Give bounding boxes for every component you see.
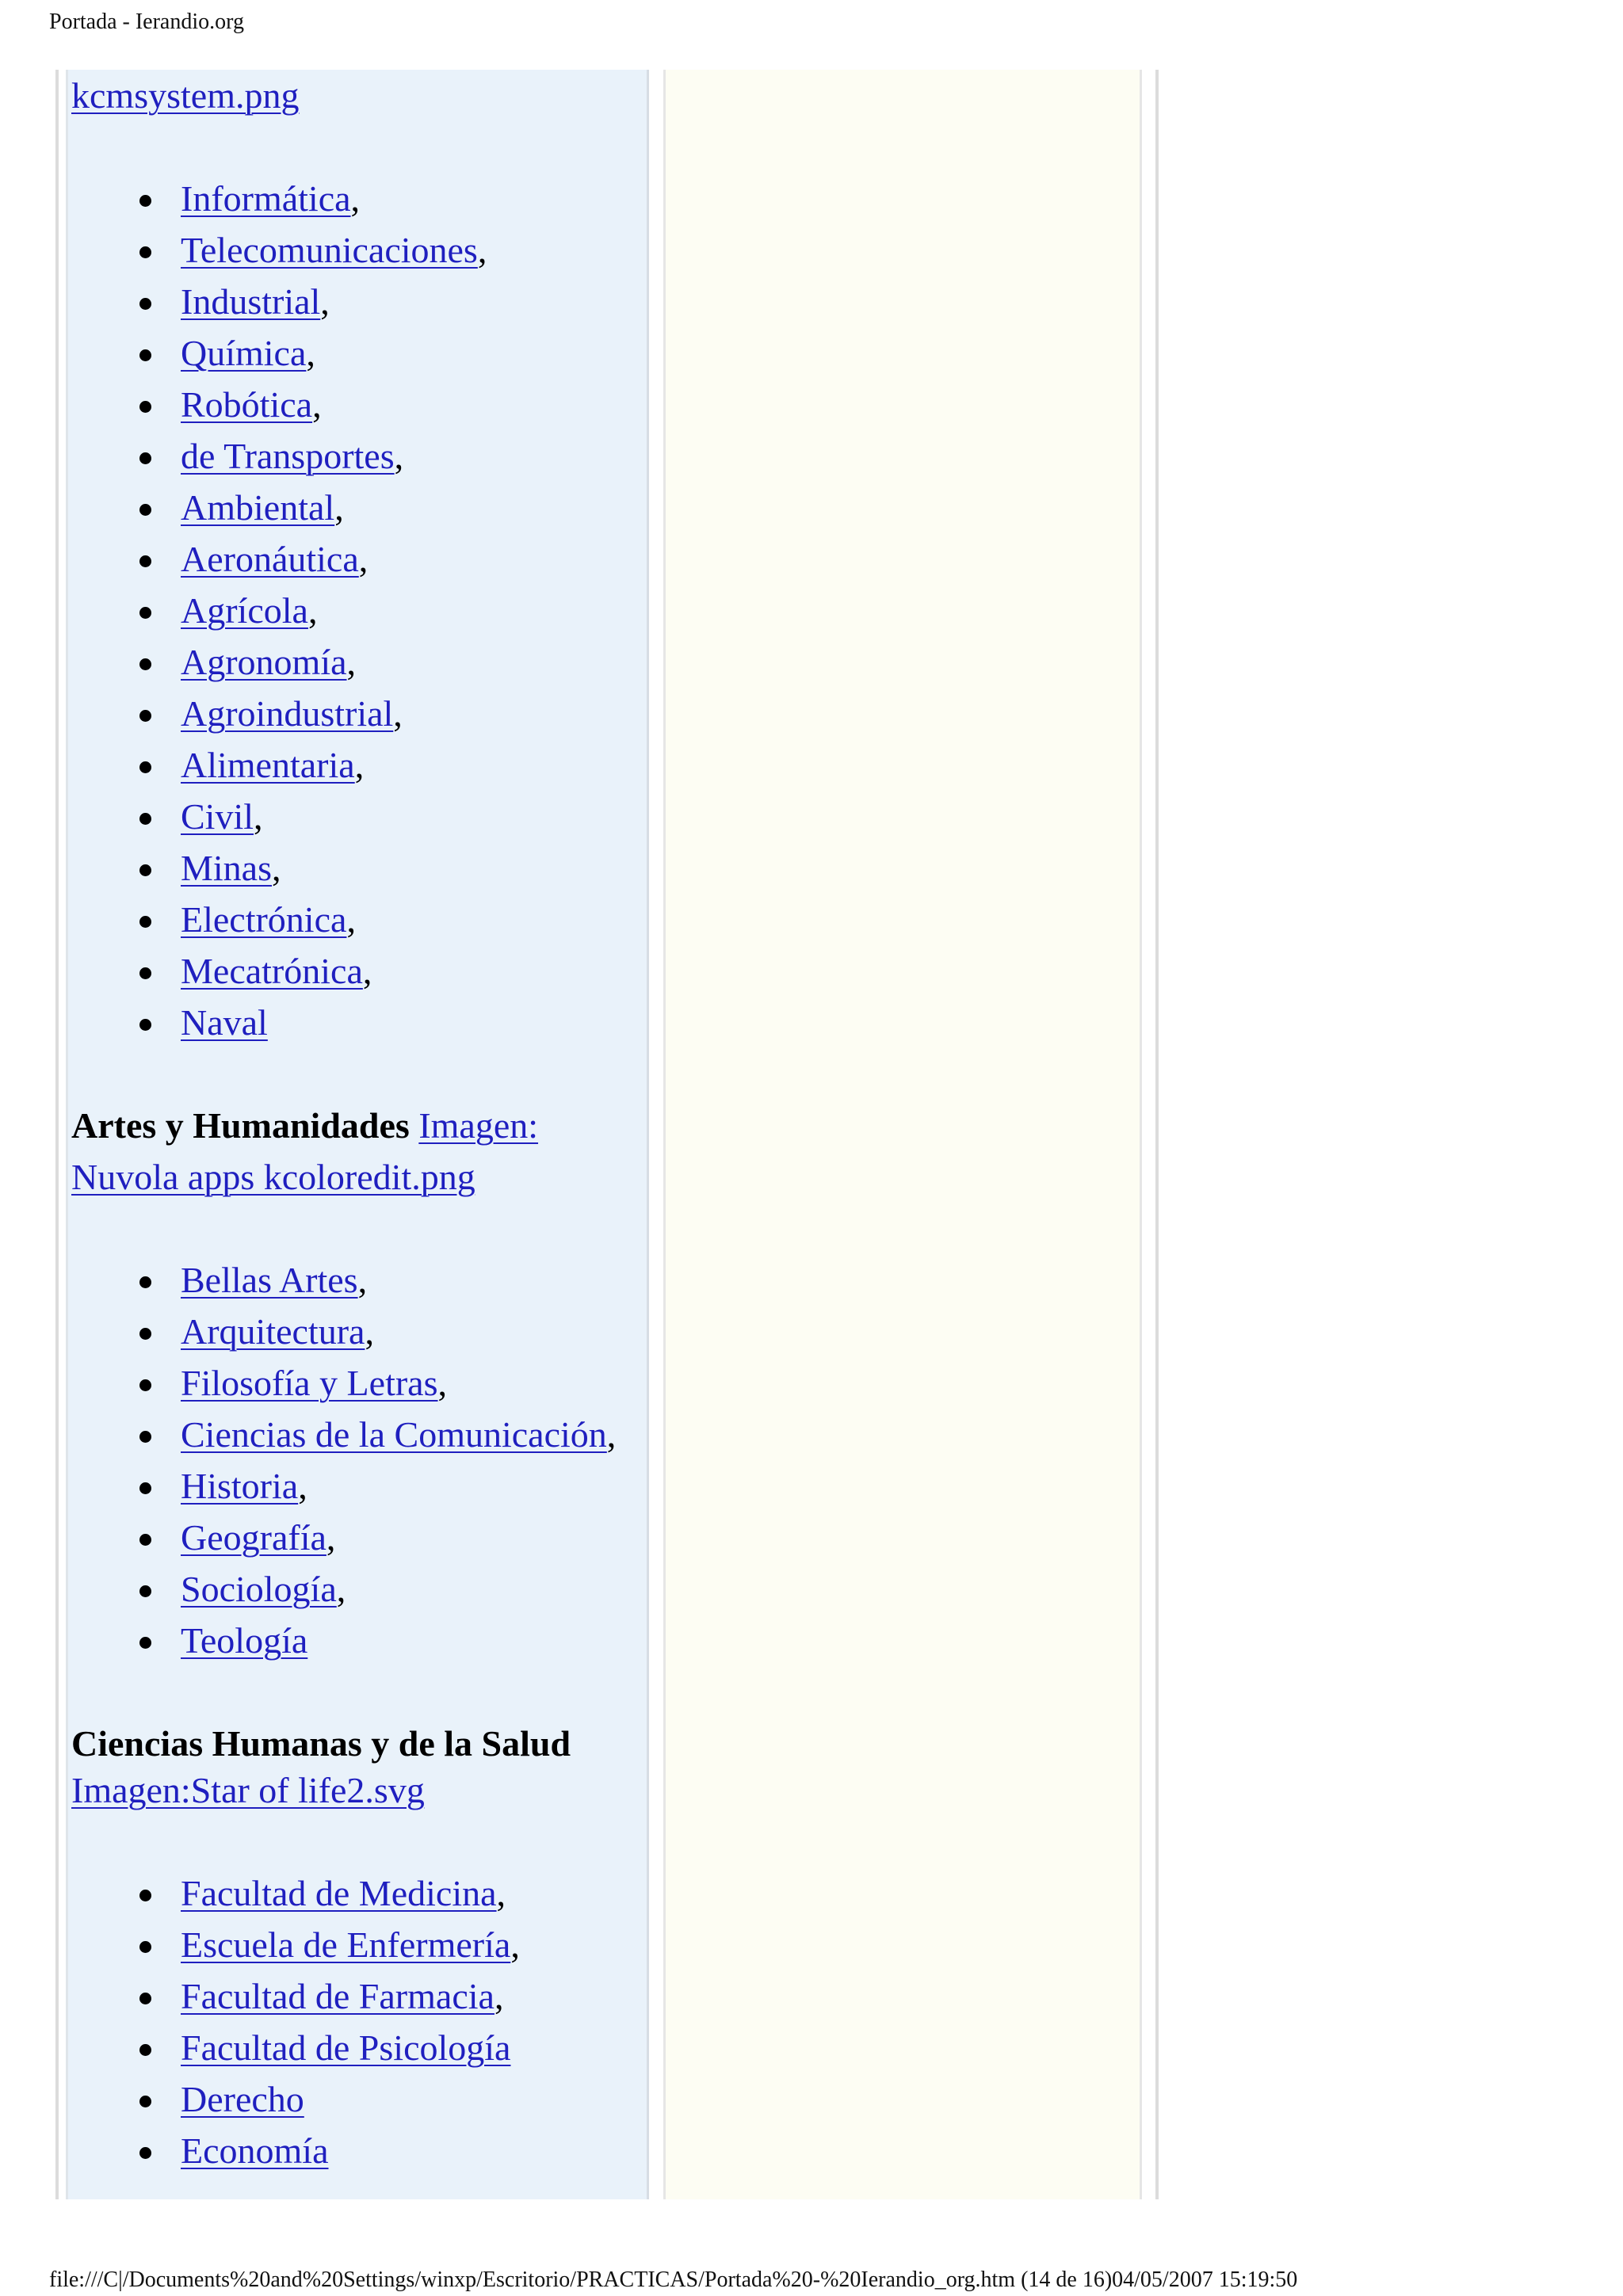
bullet-icon	[139, 607, 151, 619]
list-item	[181, 1563, 642, 1615]
list-item	[181, 1357, 642, 1409]
bullet-icon	[139, 1276, 151, 1288]
list-item-link[interactable]: Química	[181, 333, 307, 373]
list-item	[181, 1512, 642, 1563]
health-section-header	[71, 1718, 642, 1816]
bullet-icon	[139, 1431, 151, 1443]
bullet-icon	[139, 401, 151, 413]
bullet-icon	[139, 1328, 151, 1340]
list-item-separator: ,	[393, 693, 403, 734]
right-column	[663, 70, 1142, 2199]
list-item	[181, 1867, 642, 1919]
list-item-separator: ,	[312, 384, 322, 425]
list-item-link[interactable]: Arquitectura	[181, 1311, 365, 1352]
list-item-link[interactable]: Agronomía	[181, 642, 347, 682]
list-item-separator: ,	[306, 333, 315, 373]
list-item	[181, 894, 642, 945]
list-item	[181, 1254, 642, 1306]
bullet-icon	[139, 1637, 151, 1649]
list-item	[181, 430, 642, 482]
list-item	[181, 1970, 642, 2022]
list-item-separator: ,	[320, 281, 330, 322]
list-item-separator: ,	[510, 1924, 520, 1965]
list-item-link[interactable]: Industrial	[181, 281, 321, 322]
list-item-separator: ,	[358, 539, 369, 579]
list-item	[181, 224, 642, 276]
list-item-separator: ,	[494, 1976, 504, 2016]
list-item-separator: ,	[334, 487, 344, 528]
list-item-link[interactable]: Facultad de Farmacia	[181, 1976, 495, 2016]
health-image-link[interactable]: Imagen:Star of life2.svg	[71, 1770, 425, 1810]
page-footer-url: file:///C|/Documents%20and%20Settings/winxp/Escritorio/PRACTICAS/Portada%20-%20Ierandio_org.htm (14 de 16)04/05/2007 15:19:50	[49, 2267, 1298, 2292]
list-item-link[interactable]: Aeronáutica	[181, 539, 359, 579]
bullet-icon	[139, 2044, 151, 2056]
list-item	[181, 636, 642, 688]
bullet-icon	[139, 864, 151, 876]
list-item-link[interactable]: Teología	[181, 1620, 308, 1661]
list-item-separator: ,	[346, 899, 356, 940]
list-item	[181, 842, 642, 894]
list-item-separator: ,	[606, 1414, 617, 1455]
page-header: Portada - Ierandio.org	[49, 10, 244, 34]
bullet-icon	[139, 916, 151, 928]
bullet-icon	[139, 813, 151, 825]
bullet-icon	[139, 1534, 151, 1546]
list-item	[181, 997, 642, 1048]
list-item-separator: ,	[365, 1311, 374, 1352]
list-item-separator: ,	[254, 796, 263, 837]
list-item-link[interactable]: Agroindustrial	[181, 693, 394, 734]
page-frame	[55, 70, 1159, 2199]
kcmsystem-image-link[interactable]: kcmsystem.png	[71, 75, 300, 116]
bullet-icon	[139, 452, 151, 464]
bullet-icon	[139, 1890, 151, 1901]
list-item-link[interactable]: Ciencias de la Comunicación	[181, 1414, 607, 1455]
right-divider	[1155, 70, 1159, 2199]
bullet-icon	[139, 761, 151, 773]
list-item	[181, 2022, 642, 2073]
bullet-icon	[139, 504, 151, 516]
list-item	[181, 1306, 642, 1357]
list-item-separator: ,	[496, 1873, 506, 1913]
list-item	[181, 585, 642, 636]
list-item	[181, 791, 642, 842]
list-item	[181, 276, 642, 327]
list-item	[181, 379, 642, 430]
list-item-link[interactable]: Facultad de Medicina	[181, 1873, 497, 1913]
bullet-icon	[139, 2096, 151, 2107]
list-item-link[interactable]: Bellas Artes	[181, 1260, 358, 1300]
list-item	[181, 2073, 642, 2125]
list-item-separator: ,	[298, 1466, 307, 1506]
bullet-icon	[139, 555, 151, 567]
list-item-link[interactable]: de Transportes	[181, 436, 395, 476]
list-item-link[interactable]: Electrónica	[181, 899, 347, 940]
list-item	[181, 1460, 642, 1512]
list-item-link[interactable]: Agrícola	[181, 590, 308, 631]
list-item	[181, 1919, 642, 1970]
list-item-link[interactable]: Naval	[181, 1002, 268, 1043]
list-item-separator: ,	[394, 436, 404, 476]
list-item-separator: ,	[477, 230, 487, 270]
list-item	[181, 533, 642, 585]
list-item-link[interactable]: Robótica	[181, 384, 313, 425]
list-item-separator: ,	[272, 848, 281, 888]
list-item-link[interactable]: Informática	[181, 178, 351, 219]
list-item-link[interactable]: Economía	[181, 2130, 329, 2171]
list-item	[181, 688, 642, 739]
bullet-icon	[139, 195, 151, 207]
bullet-icon	[139, 2147, 151, 2159]
arts-image-link-part2[interactable]: Nuvola apps kcoloredit.png	[71, 1157, 475, 1197]
list-item-separator: ,	[336, 1569, 346, 1609]
list-item-separator: ,	[437, 1363, 447, 1403]
bullet-icon	[139, 1482, 151, 1494]
bullet-icon	[139, 1993, 151, 2004]
list-item	[181, 2125, 642, 2176]
arts-image-link-part1[interactable]: Imagen:	[418, 1105, 539, 1146]
list-item	[181, 945, 642, 997]
list-item-link[interactable]: Mecatrónica	[181, 951, 363, 991]
list-item	[181, 173, 642, 224]
list-item-separator: ,	[346, 642, 357, 682]
health-list	[71, 1867, 642, 2176]
list-item-link[interactable]: Historia	[181, 1466, 299, 1506]
list-item-link[interactable]: Escuela de Enfermería	[181, 1924, 511, 1965]
list-item-separator: ,	[326, 1517, 336, 1558]
arts-list	[71, 1254, 642, 1666]
list-item-link[interactable]: Minas	[181, 848, 272, 888]
left-divider	[55, 70, 59, 2199]
arts-section-header	[71, 1100, 642, 1203]
left-column-content	[71, 70, 642, 2228]
list-item-link[interactable]: Ambiental	[181, 487, 335, 528]
list-item	[181, 1615, 642, 1666]
list-item-link[interactable]: Facultad de Psicología	[181, 2027, 511, 2068]
list-item-link[interactable]: Filosofía y Letras	[181, 1363, 438, 1403]
bullet-icon	[139, 349, 151, 361]
engineering-list	[71, 173, 642, 1048]
list-item	[181, 1409, 642, 1460]
list-item-link[interactable]: Geografía	[181, 1517, 327, 1558]
bullet-icon	[139, 1379, 151, 1391]
bullet-icon	[139, 298, 151, 310]
arts-heading: Artes y Humanidades	[71, 1105, 410, 1146]
bullet-icon	[139, 1585, 151, 1597]
list-item-separator: ,	[357, 1260, 368, 1300]
bullet-icon	[139, 658, 151, 670]
list-item-separator: ,	[362, 951, 372, 991]
list-item-separator: ,	[354, 745, 365, 785]
bullet-icon	[139, 246, 151, 258]
list-item-link[interactable]: Telecomunicaciones	[181, 230, 478, 270]
list-item-separator: ,	[307, 590, 318, 631]
list-item-link[interactable]: Civil	[181, 796, 254, 837]
bullet-icon	[139, 967, 151, 979]
bullet-icon	[139, 1019, 151, 1031]
list-item-link[interactable]: Alimentaria	[181, 745, 355, 785]
list-item	[181, 739, 642, 791]
health-heading: Ciencias Humanas y de la Salud	[71, 1723, 571, 1764]
list-item-separator: ,	[350, 178, 361, 219]
list-item-link[interactable]: Sociología	[181, 1569, 337, 1609]
list-item	[181, 482, 642, 533]
bullet-icon	[139, 1941, 151, 1953]
bullet-icon	[139, 710, 151, 722]
list-item	[181, 327, 642, 379]
list-item-link[interactable]: Derecho	[181, 2079, 304, 2119]
